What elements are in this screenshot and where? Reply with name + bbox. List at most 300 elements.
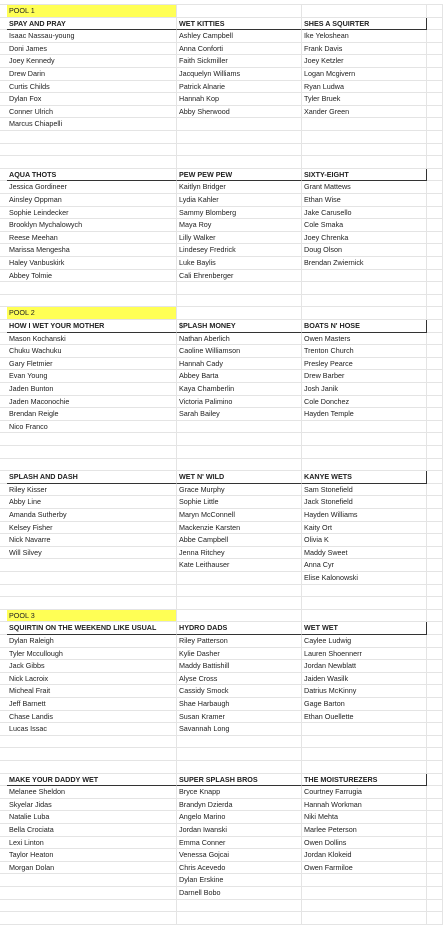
empty-cell[interactable] (427, 849, 443, 862)
empty-cell[interactable] (427, 811, 443, 824)
empty-cell[interactable] (427, 572, 443, 585)
empty-cell[interactable] (427, 824, 443, 837)
member-cell[interactable]: Marissa Mengesha (7, 244, 177, 257)
row-edge (0, 118, 7, 131)
empty-cell[interactable] (7, 295, 177, 308)
member-cell[interactable]: Jaiden Wasilk (302, 673, 427, 686)
empty-cell[interactable] (427, 522, 443, 535)
empty-cell[interactable] (177, 748, 302, 761)
member-cell[interactable]: Evan Young (7, 370, 177, 383)
member-cell[interactable]: Ainsley Oppman (7, 194, 177, 207)
member-cell[interactable]: Josh Janik (302, 383, 427, 396)
member-cell[interactable]: Frank Davis (302, 43, 427, 56)
member-cell[interactable]: Brandyn Dzierda (177, 799, 302, 812)
member-cell[interactable]: Caoline Williamson (177, 345, 302, 358)
member-cell[interactable]: Mackenzie Karsten (177, 522, 302, 535)
empty-cell[interactable] (427, 433, 443, 446)
empty-cell[interactable] (302, 610, 427, 623)
member-cell[interactable]: Victoria Palimino (177, 396, 302, 409)
empty-cell[interactable] (427, 43, 443, 56)
empty-cell[interactable] (427, 484, 443, 497)
member-cell[interactable]: Trenton Church (302, 345, 427, 358)
empty-cell[interactable] (7, 736, 177, 749)
team-name-cell[interactable]: SPLASH AND DASH (7, 471, 177, 484)
team-name-cell[interactable]: SPAY AND PRAY (7, 18, 177, 31)
empty-cell[interactable] (427, 144, 443, 157)
empty-cell[interactable] (7, 597, 177, 610)
empty-cell[interactable] (7, 874, 177, 887)
member-cell[interactable]: Jordan Newblatt (302, 660, 427, 673)
empty-cell[interactable] (427, 270, 443, 283)
member-cell[interactable]: Dylan Fox (7, 93, 177, 106)
empty-cell[interactable] (427, 547, 443, 560)
empty-cell[interactable] (427, 118, 443, 131)
empty-cell[interactable] (427, 711, 443, 724)
member-cell[interactable]: Owen Dollins (302, 837, 427, 850)
empty-cell[interactable] (427, 685, 443, 698)
empty-cell[interactable] (177, 459, 302, 472)
empty-cell[interactable] (177, 307, 302, 320)
empty-cell[interactable] (7, 446, 177, 459)
empty-cell[interactable] (427, 912, 443, 925)
empty-cell[interactable] (427, 244, 443, 257)
empty-cell[interactable] (7, 887, 177, 900)
team-name-cell[interactable]: WET KITTIES (177, 18, 302, 31)
member-cell[interactable]: Luke Baylis (177, 257, 302, 270)
empty-cell[interactable] (7, 559, 177, 572)
team-name-cell[interactable]: BOATS N' HOSE (302, 320, 427, 333)
member-cell[interactable]: Maya Roy (177, 219, 302, 232)
member-cell[interactable]: Hannah Kop (177, 93, 302, 106)
member-cell[interactable]: Ashley Campbell (177, 30, 302, 43)
member-cell[interactable]: Micheal Frait (7, 685, 177, 698)
member-cell[interactable]: Ike Yeloshean (302, 30, 427, 43)
empty-cell[interactable] (427, 408, 443, 421)
empty-cell[interactable] (177, 131, 302, 144)
empty-cell[interactable] (427, 648, 443, 661)
member-cell[interactable]: Taylor Heaton (7, 849, 177, 862)
empty-cell[interactable] (427, 106, 443, 119)
member-cell[interactable]: Sam Stonefield (302, 484, 427, 497)
member-cell[interactable]: Haley Vanbuskirk (7, 257, 177, 270)
member-cell[interactable]: Brendan Reigle (7, 408, 177, 421)
empty-cell[interactable] (177, 912, 302, 925)
empty-cell[interactable] (7, 912, 177, 925)
member-cell[interactable]: Joey Chrenka (302, 232, 427, 245)
member-cell[interactable]: Ryan Ludwa (302, 81, 427, 94)
empty-cell[interactable] (7, 433, 177, 446)
empty-cell[interactable] (7, 156, 177, 169)
empty-cell[interactable] (7, 748, 177, 761)
member-cell[interactable]: Conner Ulrich (7, 106, 177, 119)
member-cell[interactable]: Drew Darin (7, 68, 177, 81)
empty-cell[interactable] (302, 5, 427, 18)
member-cell[interactable]: Sarah Bailey (177, 408, 302, 421)
empty-cell[interactable] (427, 736, 443, 749)
member-cell[interactable]: Kaity Ort (302, 522, 427, 535)
pool-label-cell[interactable]: POOL 1 (7, 5, 177, 18)
member-cell[interactable]: Jaden Bunton (7, 383, 177, 396)
member-cell[interactable]: Owen Farmiloe (302, 862, 427, 875)
team-header-row (0, 18, 443, 31)
team-name-cell[interactable]: SUPER SPLASH BROS (177, 774, 302, 787)
empty-cell[interactable] (177, 5, 302, 18)
empty-cell[interactable] (302, 295, 427, 308)
member-cell[interactable]: Mason Kochanski (7, 333, 177, 346)
member-cell[interactable]: Bryce Knapp (177, 786, 302, 799)
member-cell[interactable]: Hayden Temple (302, 408, 427, 421)
member-cell[interactable]: Logan Mcgivern (302, 68, 427, 81)
member-cell[interactable]: Maddy Sweet (302, 547, 427, 560)
member-cell[interactable]: Bella Crociata (7, 824, 177, 837)
empty-cell[interactable] (177, 736, 302, 749)
member-cell[interactable]: Marlee Peterson (302, 824, 427, 837)
pool-label-cell[interactable]: POOL 3 (7, 610, 177, 623)
member-cell[interactable]: Jordan Iwanski (177, 824, 302, 837)
member-cell[interactable]: Amanda Sutherby (7, 509, 177, 522)
team-name-cell[interactable]: HYDRO DADS (177, 622, 302, 635)
row-edge (0, 55, 7, 68)
member-cell[interactable]: Grace Murphy (177, 484, 302, 497)
empty-cell[interactable] (427, 396, 443, 409)
empty-cell[interactable] (427, 81, 443, 94)
member-cell[interactable]: Will Silvey (7, 547, 177, 560)
member-cell[interactable]: Hannah Cady (177, 358, 302, 371)
empty-cell[interactable] (427, 496, 443, 509)
empty-cell[interactable] (177, 144, 302, 157)
empty-cell[interactable] (302, 597, 427, 610)
empty-cell[interactable] (427, 345, 443, 358)
member-cell[interactable]: Cole Smaka (302, 219, 427, 232)
member-cell[interactable]: Savannah Long (177, 723, 302, 736)
member-cell[interactable]: Tyler Mccullough (7, 648, 177, 661)
empty-cell[interactable] (7, 131, 177, 144)
member-cell[interactable]: Sophie Leindecker (7, 207, 177, 220)
member-cell[interactable]: Doni James (7, 43, 177, 56)
empty-cell[interactable] (427, 509, 443, 522)
empty-cell[interactable] (177, 295, 302, 308)
empty-cell[interactable] (427, 799, 443, 812)
member-cell[interactable]: Anna Conforti (177, 43, 302, 56)
member-cell[interactable]: Hayden Williams (302, 509, 427, 522)
member-cell[interactable]: Datrius McKinny (302, 685, 427, 698)
empty-cell[interactable] (302, 912, 427, 925)
team-name-cell[interactable]: SQUIRTIN ON THE WEEKEND LIKE USUAL (7, 622, 177, 635)
member-cell[interactable]: Jaden Maconochie (7, 396, 177, 409)
empty-cell[interactable] (427, 320, 443, 333)
member-cell[interactable]: Anna Cyr (302, 559, 427, 572)
empty-cell[interactable] (177, 585, 302, 598)
empty-cell[interactable] (427, 837, 443, 850)
empty-cell[interactable] (7, 572, 177, 585)
empty-cell[interactable] (177, 446, 302, 459)
member-cell[interactable]: Curtis Childs (7, 81, 177, 94)
member-cell[interactable]: Morgan Dolan (7, 862, 177, 875)
member-cell[interactable]: Nick Lacroix (7, 673, 177, 686)
member-cell[interactable]: Jordan Klokeid (302, 849, 427, 862)
member-cell[interactable]: Lauren Shoennerr (302, 648, 427, 661)
member-cell[interactable]: Chuku Wachuku (7, 345, 177, 358)
member-cell[interactable]: Jessica Gordineer (7, 181, 177, 194)
member-cell[interactable]: Venessa Gojcai (177, 849, 302, 862)
empty-cell[interactable] (427, 93, 443, 106)
member-cell[interactable]: Jacquelyn Williams (177, 68, 302, 81)
empty-cell[interactable] (427, 295, 443, 308)
empty-cell[interactable] (177, 610, 302, 623)
empty-cell[interactable] (302, 144, 427, 157)
member-row (0, 232, 443, 245)
empty-cell[interactable] (302, 307, 427, 320)
member-cell[interactable]: Melanee Sheldon (7, 786, 177, 799)
member-cell[interactable]: Nico Franco (7, 421, 177, 434)
empty-cell[interactable] (427, 585, 443, 598)
empty-cell[interactable] (177, 900, 302, 913)
empty-cell[interactable] (427, 307, 443, 320)
member-cell[interactable]: Presley Pearce (302, 358, 427, 371)
member-cell[interactable]: Grant Mattews (302, 181, 427, 194)
empty-cell[interactable] (427, 370, 443, 383)
empty-cell[interactable] (427, 673, 443, 686)
member-cell[interactable]: Nick Navarre (7, 534, 177, 547)
empty-cell[interactable] (302, 156, 427, 169)
empty-cell[interactable] (427, 748, 443, 761)
empty-cell[interactable] (302, 900, 427, 913)
member-cell[interactable]: Caylee Ludwig (302, 635, 427, 648)
team-name-cell[interactable]: SHES A SQUIRTER (302, 18, 427, 31)
empty-cell[interactable] (427, 459, 443, 472)
empty-cell[interactable] (427, 219, 443, 232)
member-cell[interactable]: Cassidy Smock (177, 685, 302, 698)
empty-cell[interactable] (427, 597, 443, 610)
empty-cell[interactable] (302, 446, 427, 459)
member-cell[interactable]: Riley Kisser (7, 484, 177, 497)
row-edge (0, 811, 7, 824)
empty-cell[interactable] (427, 446, 443, 459)
member-cell[interactable]: Nathan Aberlich (177, 333, 302, 346)
empty-cell[interactable] (7, 585, 177, 598)
member-cell[interactable]: Kylie Dasher (177, 648, 302, 661)
row-edge (0, 585, 7, 598)
member-cell[interactable]: Kaitlyn Bridger (177, 181, 302, 194)
member-cell[interactable]: Dylan Raleigh (7, 635, 177, 648)
member-cell[interactable]: Ethan Wise (302, 194, 427, 207)
member-cell[interactable]: Ethan Ouellette (302, 711, 427, 724)
empty-cell[interactable] (427, 698, 443, 711)
member-cell[interactable]: Hannah Workman (302, 799, 427, 812)
empty-cell[interactable] (177, 282, 302, 295)
empty-cell[interactable] (427, 622, 443, 635)
empty-cell[interactable] (427, 786, 443, 799)
empty-cell[interactable] (302, 118, 427, 131)
empty-cell[interactable] (177, 761, 302, 774)
team-name-cell[interactable]: WET WET (302, 622, 427, 635)
empty-cell[interactable] (427, 761, 443, 774)
empty-cell[interactable] (427, 774, 443, 787)
empty-cell[interactable] (427, 131, 443, 144)
member-cell[interactable]: Lexi Linton (7, 837, 177, 850)
empty-cell[interactable] (427, 181, 443, 194)
empty-cell[interactable] (302, 421, 427, 434)
member-cell[interactable]: Elise Kalonowski (302, 572, 427, 585)
empty-cell[interactable] (427, 333, 443, 346)
empty-cell[interactable] (7, 900, 177, 913)
member-cell[interactable]: Lilly Walker (177, 232, 302, 245)
team-name-cell[interactable]: PEW PEW PEW (177, 169, 302, 182)
member-cell[interactable]: Susan Kramer (177, 711, 302, 724)
member-cell[interactable]: Lucas Issac (7, 723, 177, 736)
member-cell[interactable]: Doug Olson (302, 244, 427, 257)
pool-label-cell[interactable]: POOL 2 (7, 307, 177, 320)
member-cell[interactable]: Alyse Cross (177, 673, 302, 686)
member-cell[interactable]: Lydia Kahler (177, 194, 302, 207)
empty-cell[interactable] (427, 169, 443, 182)
member-cell[interactable]: Skyelar Jidas (7, 799, 177, 812)
member-cell[interactable]: Emma Conner (177, 837, 302, 850)
member-cell[interactable]: Abby Line (7, 496, 177, 509)
empty-cell[interactable] (177, 421, 302, 434)
member-cell[interactable]: Shae Harbaugh (177, 698, 302, 711)
member-cell[interactable]: Tyler Bruek (302, 93, 427, 106)
empty-cell[interactable] (427, 635, 443, 648)
member-cell[interactable]: Abbe Campbell (177, 534, 302, 547)
empty-cell[interactable] (302, 887, 427, 900)
team-name-cell[interactable]: HOW I WET YOUR MOTHER (7, 320, 177, 333)
member-cell[interactable]: Courtney Farrugia (302, 786, 427, 799)
member-cell[interactable]: Niki Mehta (302, 811, 427, 824)
member-cell[interactable]: Joey Ketzler (302, 55, 427, 68)
empty-cell[interactable] (302, 585, 427, 598)
member-cell[interactable]: Jenna Ritchey (177, 547, 302, 560)
member-cell[interactable]: Kelsey Fisher (7, 522, 177, 535)
member-cell[interactable]: Lindesey Fredrick (177, 244, 302, 257)
member-cell[interactable]: Riley Patterson (177, 635, 302, 648)
member-cell[interactable]: Dylan Erskine (177, 874, 302, 887)
empty-cell[interactable] (302, 270, 427, 283)
empty-cell[interactable] (302, 131, 427, 144)
empty-cell[interactable] (302, 459, 427, 472)
empty-cell[interactable] (427, 232, 443, 245)
empty-cell[interactable] (302, 748, 427, 761)
member-cell[interactable]: Owen Masters (302, 333, 427, 346)
member-cell[interactable]: Cole Donchez (302, 396, 427, 409)
member-cell[interactable]: Sophie Little (177, 496, 302, 509)
empty-cell[interactable] (427, 471, 443, 484)
empty-cell[interactable] (302, 874, 427, 887)
empty-cell[interactable] (302, 433, 427, 446)
empty-cell[interactable] (427, 257, 443, 270)
member-cell[interactable]: Cali Ehrenberger (177, 270, 302, 283)
empty-cell[interactable] (427, 5, 443, 18)
member-cell[interactable]: Kate Leithauser (177, 559, 302, 572)
empty-cell[interactable] (7, 144, 177, 157)
member-cell[interactable]: Angelo Marino (177, 811, 302, 824)
member-cell[interactable]: Abbey Tolmie (7, 270, 177, 283)
empty-cell[interactable] (427, 862, 443, 875)
empty-cell[interactable] (177, 597, 302, 610)
empty-cell[interactable] (427, 421, 443, 434)
member-cell[interactable]: Chris Acevedo (177, 862, 302, 875)
member-cell[interactable]: Maddy Battishill (177, 660, 302, 673)
member-cell[interactable]: Gary Fletmier (7, 358, 177, 371)
team-name-cell[interactable]: THE MOISTUREZERS (302, 774, 427, 787)
empty-cell[interactable] (302, 723, 427, 736)
member-cell[interactable]: Drew Barber (302, 370, 427, 383)
empty-cell[interactable] (302, 761, 427, 774)
empty-cell[interactable] (427, 900, 443, 913)
empty-cell[interactable] (177, 118, 302, 131)
member-cell[interactable]: Kaya Chamberlin (177, 383, 302, 396)
empty-cell[interactable] (7, 761, 177, 774)
empty-cell[interactable] (427, 660, 443, 673)
empty-cell[interactable] (177, 433, 302, 446)
empty-cell[interactable] (177, 572, 302, 585)
member-cell[interactable]: Xander Green (302, 106, 427, 119)
member-cell[interactable]: Darnell Bobo (177, 887, 302, 900)
member-cell[interactable]: Abby Sherwood (177, 106, 302, 119)
team-name-cell[interactable]: MAKE YOUR DADDY WET (7, 774, 177, 787)
empty-cell[interactable] (7, 282, 177, 295)
empty-cell[interactable] (427, 156, 443, 169)
member-cell[interactable]: Gage Barton (302, 698, 427, 711)
member-cell[interactable]: Abbey Barta (177, 370, 302, 383)
member-cell[interactable]: Maryn McConnell (177, 509, 302, 522)
member-cell[interactable]: Jeff Barnett (7, 698, 177, 711)
empty-cell[interactable] (427, 559, 443, 572)
member-cell[interactable]: Natalie Luba (7, 811, 177, 824)
member-cell[interactable]: Olivia K (302, 534, 427, 547)
empty-cell[interactable] (7, 459, 177, 472)
team-name-cell[interactable]: SIXTY-EIGHT (302, 169, 427, 182)
team-name-cell[interactable]: KANYE WETS (302, 471, 427, 484)
member-cell[interactable]: Isaac Nassau-young (7, 30, 177, 43)
team-name-cell[interactable]: AQUA THOTS (7, 169, 177, 182)
empty-cell[interactable] (302, 736, 427, 749)
member-cell[interactable]: Brooklyn Mychalowych (7, 219, 177, 232)
member-cell[interactable]: Jack Gibbs (7, 660, 177, 673)
empty-cell[interactable] (302, 282, 427, 295)
member-row (0, 194, 443, 207)
empty-cell[interactable] (427, 874, 443, 887)
empty-cell[interactable] (427, 887, 443, 900)
member-cell[interactable]: Reese Meehan (7, 232, 177, 245)
member-cell[interactable]: Brendan Zwiernick (302, 257, 427, 270)
empty-cell[interactable] (427, 68, 443, 81)
member-cell[interactable]: Patrick Alnarie (177, 81, 302, 94)
empty-cell[interactable] (427, 610, 443, 623)
team-name-cell[interactable]: WET N' WILD (177, 471, 302, 484)
member-cell[interactable]: Jack Stonefield (302, 496, 427, 509)
member-cell[interactable]: Jake Carusello (302, 207, 427, 220)
empty-cell[interactable] (427, 194, 443, 207)
empty-cell[interactable] (427, 18, 443, 31)
member-cell[interactable]: Joey Kennedy (7, 55, 177, 68)
empty-cell[interactable] (427, 207, 443, 220)
empty-cell[interactable] (427, 282, 443, 295)
member-cell[interactable]: Sammy Blomberg (177, 207, 302, 220)
team-name-cell[interactable]: $PLASH MONEY (177, 320, 302, 333)
empty-cell[interactable] (177, 156, 302, 169)
member-cell[interactable]: Faith Sickmiller (177, 55, 302, 68)
member-cell[interactable]: Chase Landis (7, 711, 177, 724)
member-cell[interactable]: Marcus Chiapelli (7, 118, 177, 131)
row-edge (0, 181, 7, 194)
empty-cell[interactable] (427, 383, 443, 396)
empty-cell[interactable] (427, 358, 443, 371)
empty-cell[interactable] (427, 55, 443, 68)
empty-cell[interactable] (427, 534, 443, 547)
empty-cell[interactable] (427, 723, 443, 736)
empty-cell[interactable] (427, 30, 443, 43)
